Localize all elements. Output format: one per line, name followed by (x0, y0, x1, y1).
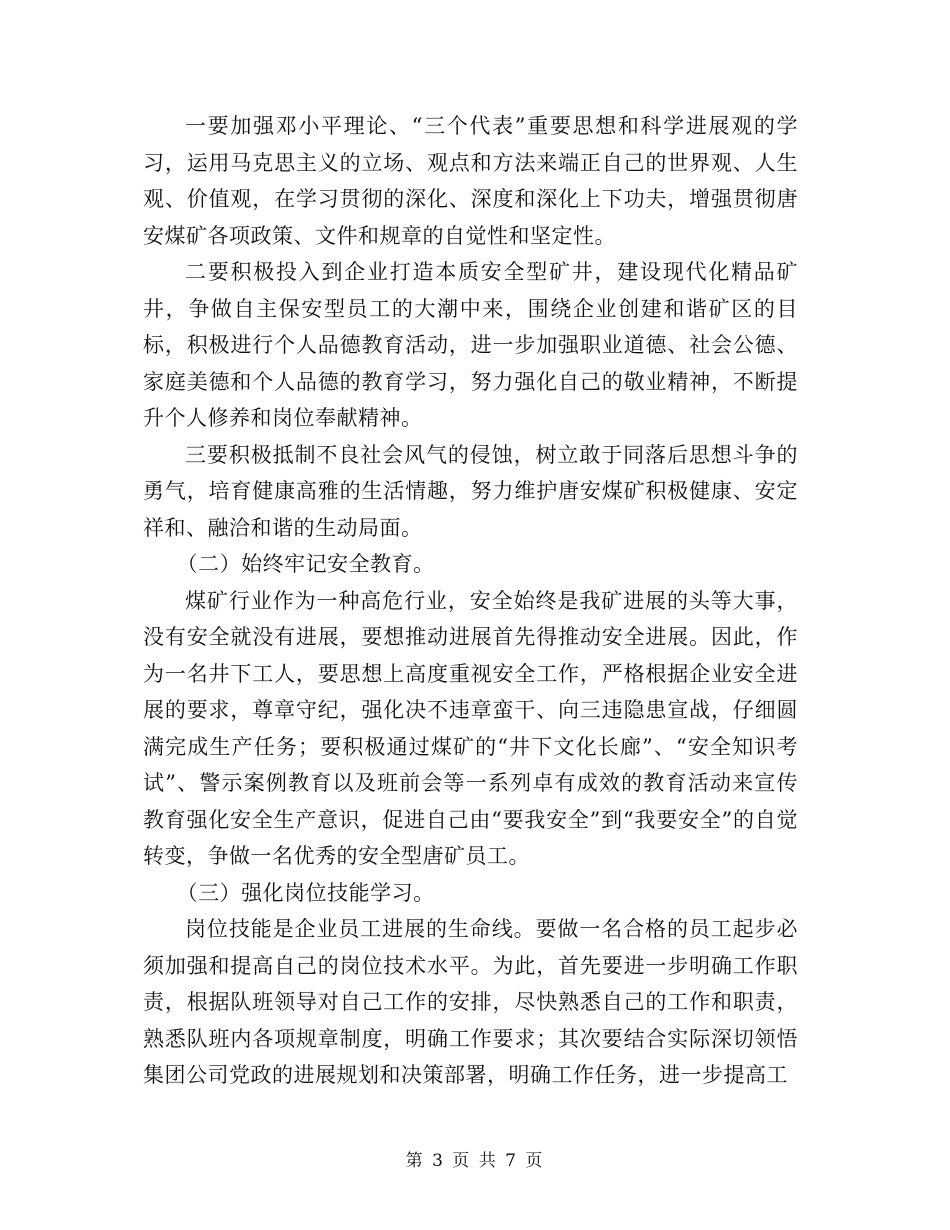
section-heading-safety-education: （二）始终牢记安全教育。 (176, 552, 435, 576)
section-heading-job-skills: （三）强化岗位技能学习。 (176, 880, 435, 905)
paragraph-safety-education: 煤矿行业作为一种高危行业，安全始终是我矿进展的头等大事，没有安全就没有进展，要想推动进展首先得推动安全进展。因此，作为一名井下工人，要思想上高度重视安全工作，严格根据企业安全进展的要求，尊章守纪，强化决不违章蛮干、向三违隐患宣战，仔细圆满完成生产任务；要积极通过煤矿的“井下文化长廊”、“安全知识考试”、警示案例教育以及班前会等一系列卓有成效的教育活动来宣传教育强化安全生产意识，促进自己由“要我安全”到“我要安全”的自觉转变，争做一名优秀的安全型唐矿员工。 (143, 588, 798, 868)
document-body (143, 108, 798, 1094)
paragraph-resist-bad-influence: 三要积极抵制不良社会风气的侵蚀，树立敢于同落后思想斗争的勇气，培育健康高雅的生活情趣，努力维护唐安煤矿积极健康、安定祥和、融洽和谐的生动局面。 (143, 442, 798, 540)
paragraph-safe-mine: 二要积极投入到企业打造本质安全型矿井，建设现代化精品矿井，争做自主保安型员工的大潮中来，围绕企业创建和谐矿区的目标，积极进行个人品德教育活动，进一步加强职业道德、社会公德、家庭美德和个人品德的教育学习，努力强化自己的敬业精神，不断提升个人修养和岗位奉献精神。 (143, 260, 798, 430)
page-number-footer: 第 3 页 共 7 页 (405, 1151, 545, 1171)
paragraph-study-theory: 一要加强邓小平理论、“三个代表”重要思想和科学进展观的学习，运用马克思主义的立场、观点和方法来端正自己的世界观、人生观、价值观，在学习贯彻的深化、深度和深化上下功夫，增强贯彻唐安煤矿各项政策、文件和规章的自觉性和坚定性。 (143, 114, 798, 248)
paragraph-job-skills: 岗位技能是企业员工进展的生命线。要做一名合格的员工起步必须加强和提高自己的岗位技术水平。为此，首先要进一步明确工作职责，根据队班领导对自己工作的安排，尽快熟悉自己的工作和职责，熟悉队班内各项规章制度，明确工作要求；其次要结合实际深切领悟集团公司党政的进展规划和决策部署，明确工作任务，进一步提高工 (143, 917, 798, 1087)
